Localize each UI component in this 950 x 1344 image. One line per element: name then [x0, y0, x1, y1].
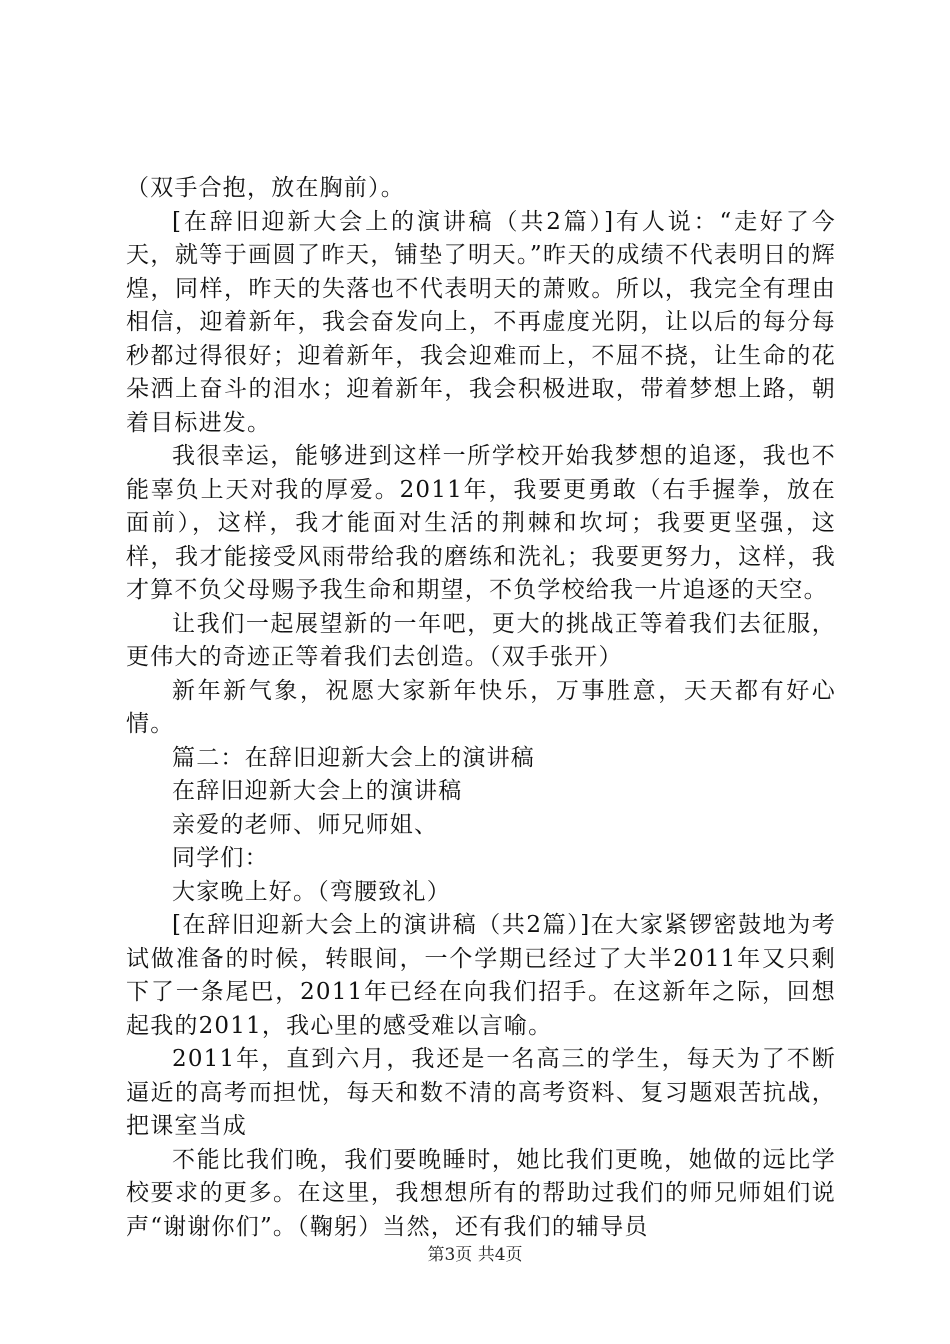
greeting: 大家晚上好。（弯腰致礼） — [172, 878, 451, 905]
paragraph-4: 让我们一起展望新的一年吧，更大的挑战正等着我们去征服，更伟大的奇迹正等着我们去创造。（双手张开） — [126, 610, 836, 670]
page-footer — [0, 1244, 950, 1266]
salutation-line-1: 亲爱的老师、师兄师姐、 — [172, 811, 439, 838]
document-body — [126, 172, 836, 1244]
paragraph-3: 我很幸运，能够进到这样一所学校开始我梦想的追逐，我也不能辜负上天对我的厚爱。2011年，我要更勇敢（右手握拳，放在面前），这样，我才能面对生活的荆棘和坎坷；我要更坚强，这样，我才能接受风雨带给我的磨练和洗礼；我要更努力，这样，我才算不负父母赐予我生命和期望，不负学校给我一片追逐的天空。 — [126, 443, 836, 603]
paragraph-2: [在辞旧迎新大会上的演讲稿（共2篇）]有人说：“走好了今天，就等于画圆了昨天，铺垫了明天。”昨天的成绩不代表明日的辉煌，同样，昨天的失落也不代表明天的萧败。所以，我完全有理由相信，迎着新年，我会奋发向上，不再虚度光阴，让以后的每分每秒都过得很好；迎着新年，我会迎难而上，不屈不挠，让生命的花朵洒上奋斗的泪水；迎着新年，我会积极进取，带着梦想上路，朝着目标进发。 — [126, 208, 836, 436]
salutation-line-2: 同学们： — [172, 845, 269, 871]
speech-title: 在辞旧迎新大会上的演讲稿 — [172, 778, 463, 804]
paragraph-12: 2011年，直到六月，我还是一名高三的学生，每天为了不断逼近的高考而担忧，每天和数不清的高考资料、复习题艰苦抗战，把课室当成 — [126, 1046, 836, 1139]
section-heading: 篇二：在辞旧迎新大会上的演讲稿 — [172, 744, 535, 771]
page-number: 第3页 共4页 — [427, 1245, 523, 1265]
paragraph-5: 新年新气象，祝愿大家新年快乐，万事胜意，天天都有好心情。 — [126, 677, 836, 737]
paragraph-1: （双手合抱，放在胸前）。 — [126, 175, 405, 201]
paragraph-11: [在辞旧迎新大会上的演讲稿（共2篇）]在大家紧锣密鼓地为考试做准备的时候，转眼间，一个学期已经过了大半2011年又只剩下了一条尾巴，2011年已经在向我们招手。在这新年之际，回想起我的2011，我心里的感受难以言喻。 — [126, 912, 836, 1039]
paragraph-13: 不能比我们晚，我们要晚睡时，她比我们更晚，她做的远比学校要求的更多。在这里，我想想所有的帮助过我们的师兄师姐们说声“谢谢你们”。（鞠躬）当然，还有我们的辅导员 — [126, 1146, 836, 1240]
